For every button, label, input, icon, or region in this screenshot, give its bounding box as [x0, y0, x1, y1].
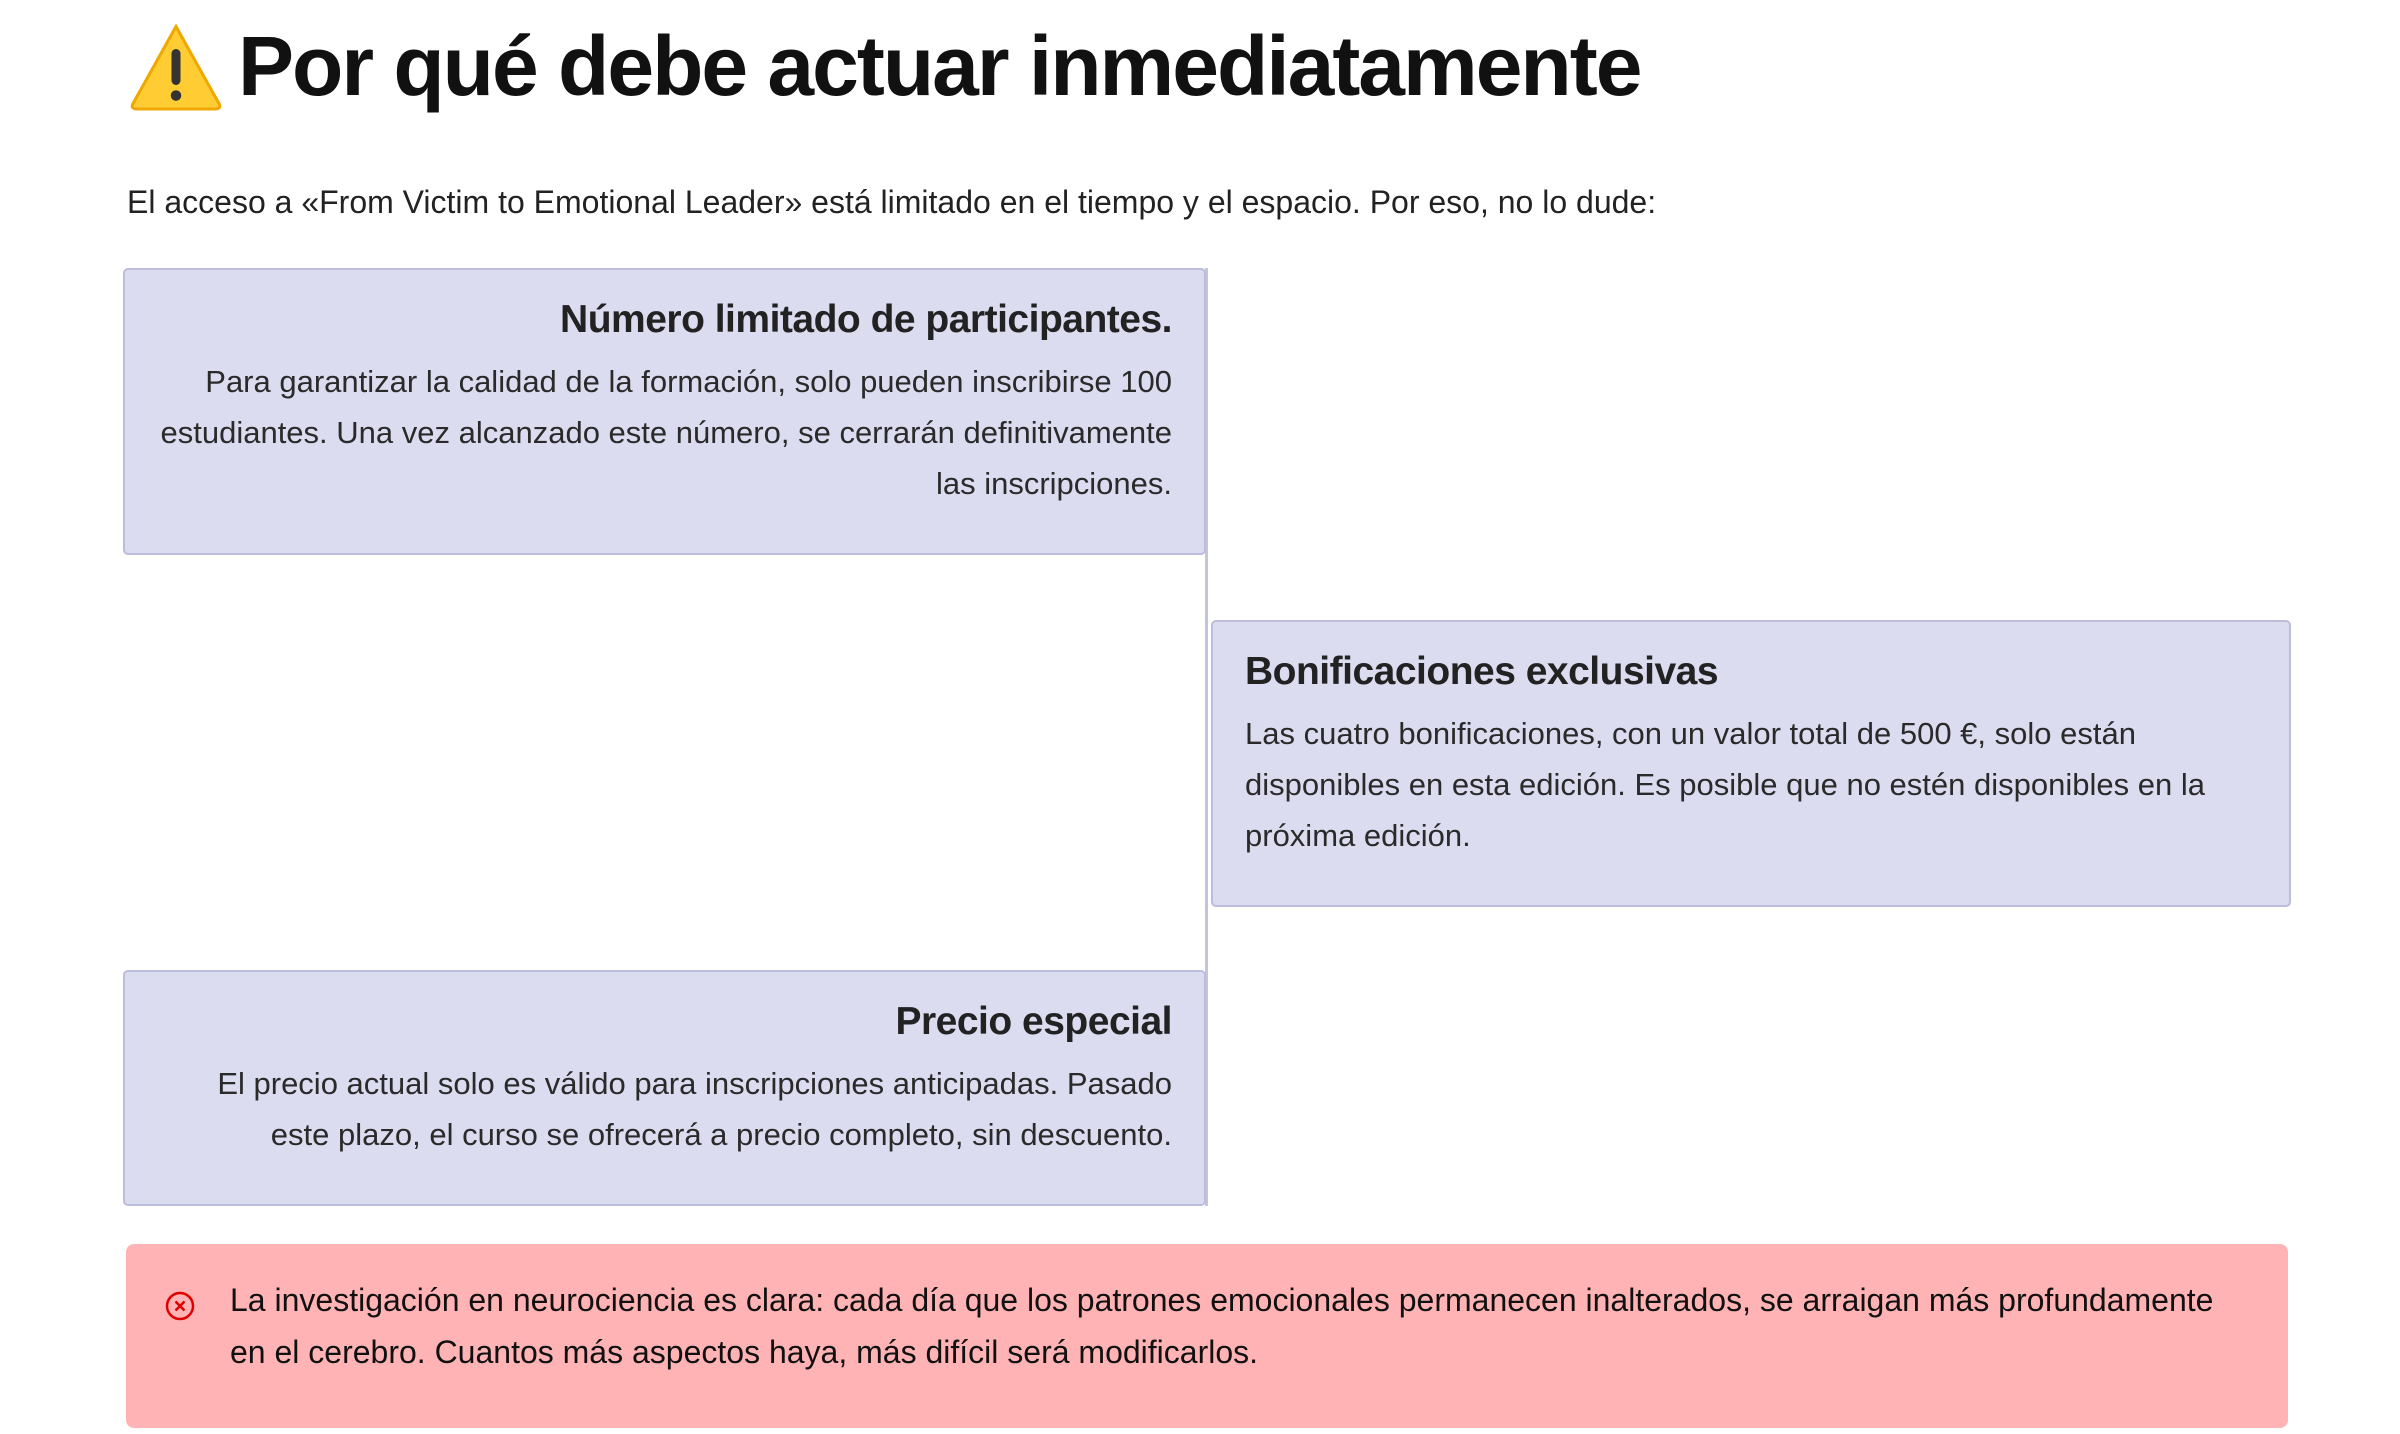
error-alert	[126, 1244, 2288, 1428]
timeline-card-exclusive-bonuses	[1211, 620, 2291, 907]
card-text: El precio actual solo es válido para inscripciones anticipadas. Pasado este plazo, el curso se ofrecerá a precio completo, sin descuento.	[217, 1066, 1172, 1152]
card-title: Bonificaciones exclusivas	[1245, 650, 1719, 693]
card-text: Las cuatro bonificaciones, con un valor total de 500 €, solo están disponibles en esta edición. Es posible que no estén disponibles en la próxima edición.	[1245, 716, 2205, 853]
warning-icon	[128, 21, 224, 113]
card-text: Para garantizar la calidad de la formación, solo pueden inscribirse 100 estudiantes. Una vez alcanzado este número, se cerrarán definitivamente las inscripciones.	[160, 364, 1172, 501]
card-title: Número limitado de participantes.	[560, 298, 1172, 341]
error-circle-icon	[164, 1290, 196, 1322]
page-heading: Por qué debe actuar inmediatamente	[238, 19, 1641, 113]
alert-text: La investigación en neurociencia es clara: cada día que los patrones emocionales permanecen inalterados, se arraigan más profundamente en el cerebro. Cuantos más aspectos haya, más difícil será modificarlos.	[230, 1282, 2214, 1370]
intro-text: El acceso a «From Victim to Emotional Leader» está limitado en el tiempo y el espacio. Por eso, no lo dude:	[127, 184, 1657, 220]
page-title	[128, 18, 1640, 115]
timeline-card-special-price	[123, 970, 1206, 1206]
card-title: Precio especial	[895, 1000, 1172, 1043]
timeline-card-limited-participants	[123, 268, 1206, 555]
